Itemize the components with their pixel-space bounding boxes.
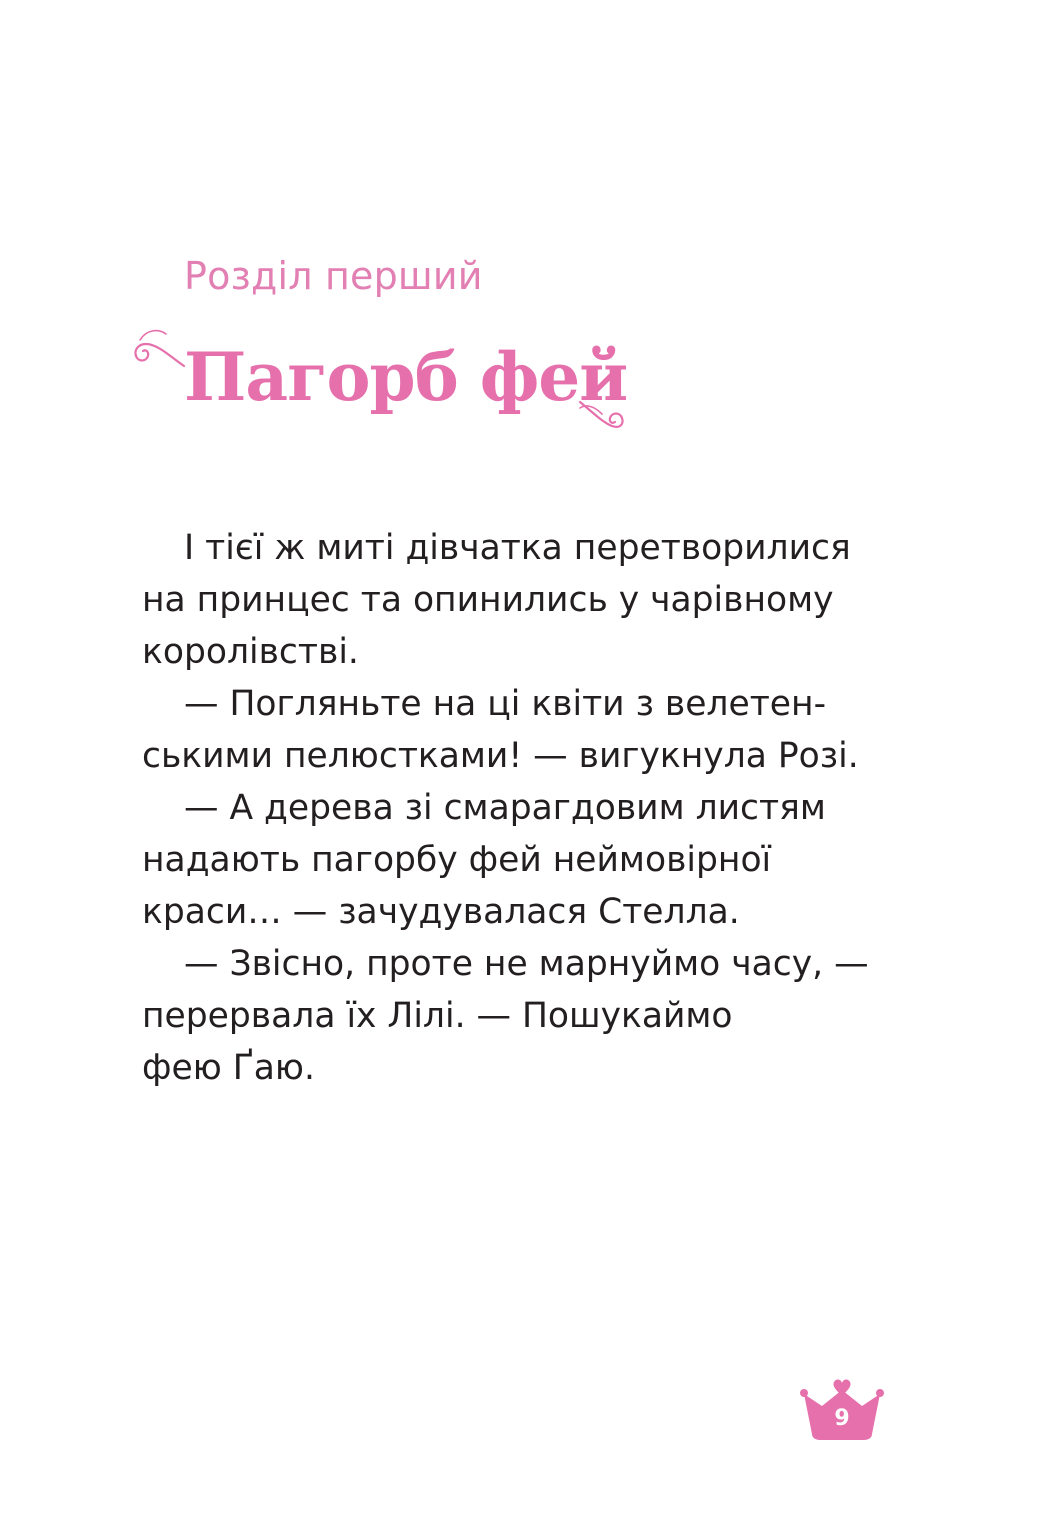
text-line: — Звісно, проте не марнуймо часу, — [184, 944, 869, 984]
text-line: фею Ґаю. [142, 1048, 315, 1088]
page-marker [800, 1376, 884, 1442]
text-line: на принцес та опинились у чарівному [142, 580, 834, 620]
body-text [142, 522, 869, 1094]
text-line: краси… — зачудувалася Стелла. [142, 892, 740, 932]
text-line: перервала їх Лілі. — Пошукаймо [142, 996, 733, 1036]
text-line: надають пагорбу фей неймовірної [142, 840, 772, 880]
text-line: — А дерева зі смарагдовим листям [184, 788, 826, 828]
text-line: І тієї ж миті дівчатка перетворилися [184, 528, 851, 568]
chapter-label: Розділ перший [184, 254, 483, 298]
chapter-title-block [132, 318, 632, 446]
text-line: — Погляньте на ці квіти з велетен- [184, 684, 827, 724]
text-line: королівстві. [142, 632, 359, 672]
page-number: 9 [834, 1406, 850, 1431]
chapter-title: Пагорб фей [184, 338, 628, 416]
text-line: ськими пелюстками! — вигукнула Розі. [142, 736, 859, 776]
